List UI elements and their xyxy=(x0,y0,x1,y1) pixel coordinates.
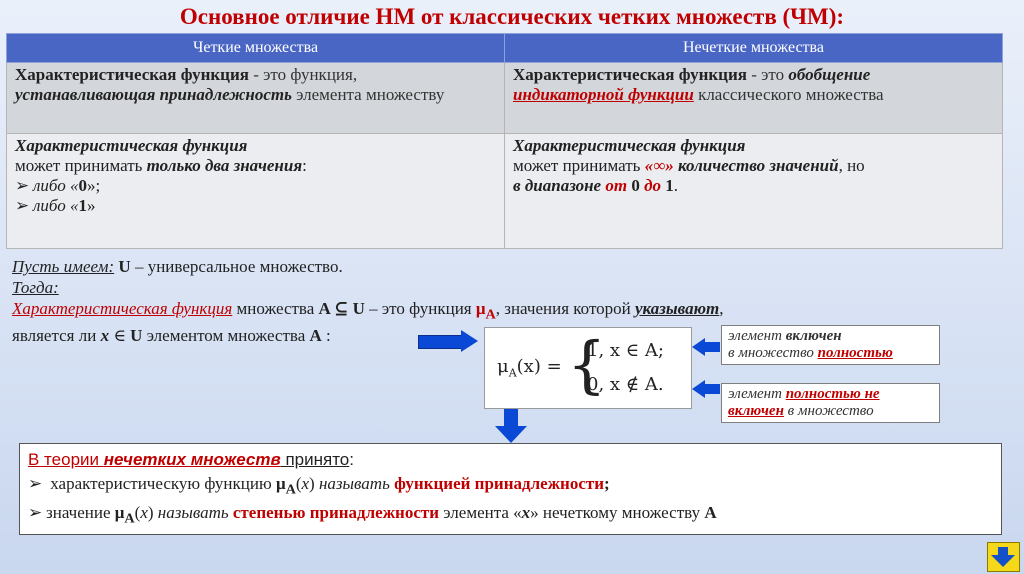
row1-fuzzy-cell xyxy=(505,63,1003,134)
text: , значения которой xyxy=(495,299,635,318)
text: » xyxy=(87,196,96,215)
term: Характеристическая функция xyxy=(513,136,746,155)
text: в множество xyxy=(728,345,818,361)
term: Характеристическая функция xyxy=(15,65,249,84)
text: » нечеткому множеству xyxy=(530,503,705,523)
row1-crisp-cell xyxy=(7,63,505,134)
text: элемент xyxy=(728,386,786,402)
emphasis-red: функцией принадлежности xyxy=(394,474,605,493)
symbol: x xyxy=(521,503,531,523)
text: принято xyxy=(280,450,350,469)
conclusion-heading xyxy=(28,448,993,472)
text: называть xyxy=(318,474,390,493)
emphasis-red: Характеристическая функция xyxy=(12,299,233,318)
emphasis: количество значений xyxy=(673,156,839,175)
symbol: U xyxy=(114,257,131,276)
emphasis: устанавливающая принадлежность xyxy=(15,85,292,104)
emphasis: обобщение xyxy=(788,65,871,84)
term: Характеристическая функция xyxy=(513,65,747,84)
mu-symbol: μ xyxy=(497,356,509,377)
symbol: U xyxy=(130,326,143,346)
value: 0 xyxy=(78,176,87,195)
text: Пусть имеем: xyxy=(12,257,115,276)
text: элемента множеству xyxy=(291,85,445,104)
text: в множество xyxy=(783,403,874,419)
bullet-icon: ➢ xyxy=(28,474,43,493)
line-definition xyxy=(12,298,724,325)
bullet-icon: ➢ xyxy=(15,176,30,195)
formula-case1: 1, x ∈ A; xyxy=(587,340,664,361)
conclusion-item xyxy=(28,472,993,501)
text: либо « xyxy=(33,196,79,215)
text: ; xyxy=(604,474,610,493)
symbol: A xyxy=(309,326,322,346)
text: ∈ xyxy=(109,326,131,346)
text: В теории xyxy=(28,450,104,469)
down-arrow-icon xyxy=(495,409,527,443)
value: 0 xyxy=(627,176,645,195)
emphasis: только два значения xyxy=(146,156,303,175)
text: является ли xyxy=(12,326,101,346)
text: классического множества xyxy=(693,85,884,104)
text: ( xyxy=(134,503,141,523)
subscript: A xyxy=(485,306,496,323)
down-arrow-icon-head xyxy=(991,555,1015,567)
symbol: μ xyxy=(475,299,486,318)
text: : xyxy=(302,156,307,175)
emphasis-red: от xyxy=(605,176,628,195)
bullet-icon: ➢ xyxy=(15,196,30,215)
right-arrow-icon xyxy=(418,330,478,352)
text: , но xyxy=(838,156,865,175)
emphasis-red: нечетких множеств xyxy=(103,450,281,469)
value: 1 xyxy=(661,176,674,195)
symbol: x xyxy=(100,326,110,346)
emphasis: в диапазоне xyxy=(513,176,606,195)
row2-fuzzy-cell xyxy=(505,134,1003,249)
emphasis-red: полностью не xyxy=(785,386,880,402)
emphasis-red: до xyxy=(644,176,662,195)
text: элемента « xyxy=(439,503,522,523)
text: – это функция xyxy=(364,299,476,318)
text: - это xyxy=(746,65,789,84)
text: : xyxy=(321,326,331,346)
conclusion-box xyxy=(19,443,1002,535)
next-slide-button[interactable] xyxy=(987,542,1020,572)
left-arrow-icon xyxy=(692,338,720,356)
formula-arg: (x) = xyxy=(516,356,562,377)
slide-title: Основное отличие НМ от классических четких множеств (ЧМ): xyxy=(179,4,845,29)
text: : xyxy=(349,450,354,469)
text: ) xyxy=(309,474,319,493)
text: Тогда: xyxy=(12,278,59,297)
symbol: A ⊆ U xyxy=(318,299,365,318)
text: элементом множества xyxy=(142,326,310,346)
header-crisp-sets: Четкие множества xyxy=(7,34,505,63)
left-arrow-icon xyxy=(692,380,720,398)
row2-crisp-cell xyxy=(7,134,505,249)
text: множества xyxy=(232,299,319,318)
emphasis-red: полностью xyxy=(817,345,893,361)
text: . xyxy=(673,176,679,195)
text: называть xyxy=(157,503,229,523)
emphasis-red: степенью принадлежности xyxy=(232,503,440,523)
text: ) xyxy=(147,503,158,523)
formula-lhs xyxy=(497,356,562,380)
symbol: x xyxy=(301,474,310,493)
text: , xyxy=(719,299,724,318)
symbol: μ xyxy=(114,503,125,523)
header-fuzzy-sets: Нечеткие множества xyxy=(505,34,1003,63)
text: либо « xyxy=(33,176,79,195)
text: - это функция, xyxy=(248,65,358,84)
text: ( xyxy=(295,474,302,493)
term: Характеристическая функция xyxy=(15,136,248,155)
line-then xyxy=(12,277,724,298)
emphasis-red: индикаторной функции xyxy=(513,85,694,104)
value: 1 xyxy=(78,196,87,215)
emphasis-red: «∞» xyxy=(644,156,674,175)
note-not-included xyxy=(721,383,940,423)
emphasis-red: включен xyxy=(728,403,784,419)
text: характеристическую функцию xyxy=(50,474,276,493)
symbol: μ xyxy=(275,474,286,493)
text: может принимать xyxy=(15,156,147,175)
text: – универсальное множество. xyxy=(130,257,343,276)
subscript: A xyxy=(124,510,135,527)
line-universe xyxy=(12,256,724,277)
text: элемент xyxy=(728,328,786,344)
bullet-icon: ➢ xyxy=(28,503,43,523)
note-included xyxy=(721,325,940,365)
comparison-table xyxy=(6,33,1003,249)
text: может принимать xyxy=(513,156,645,175)
symbol: A xyxy=(704,503,717,523)
formula-box xyxy=(484,327,692,409)
formula-case2: 0, x ∉ A. xyxy=(587,374,664,395)
text: »; xyxy=(87,176,101,195)
subscript: A xyxy=(285,481,296,498)
emphasis: указывают xyxy=(635,299,720,318)
text: значение xyxy=(46,503,115,523)
symbol: x xyxy=(140,503,148,523)
subscript: A xyxy=(508,366,517,380)
brace-icon: { xyxy=(567,328,607,401)
emphasis: включен xyxy=(785,328,842,344)
conclusion-item xyxy=(28,501,993,530)
